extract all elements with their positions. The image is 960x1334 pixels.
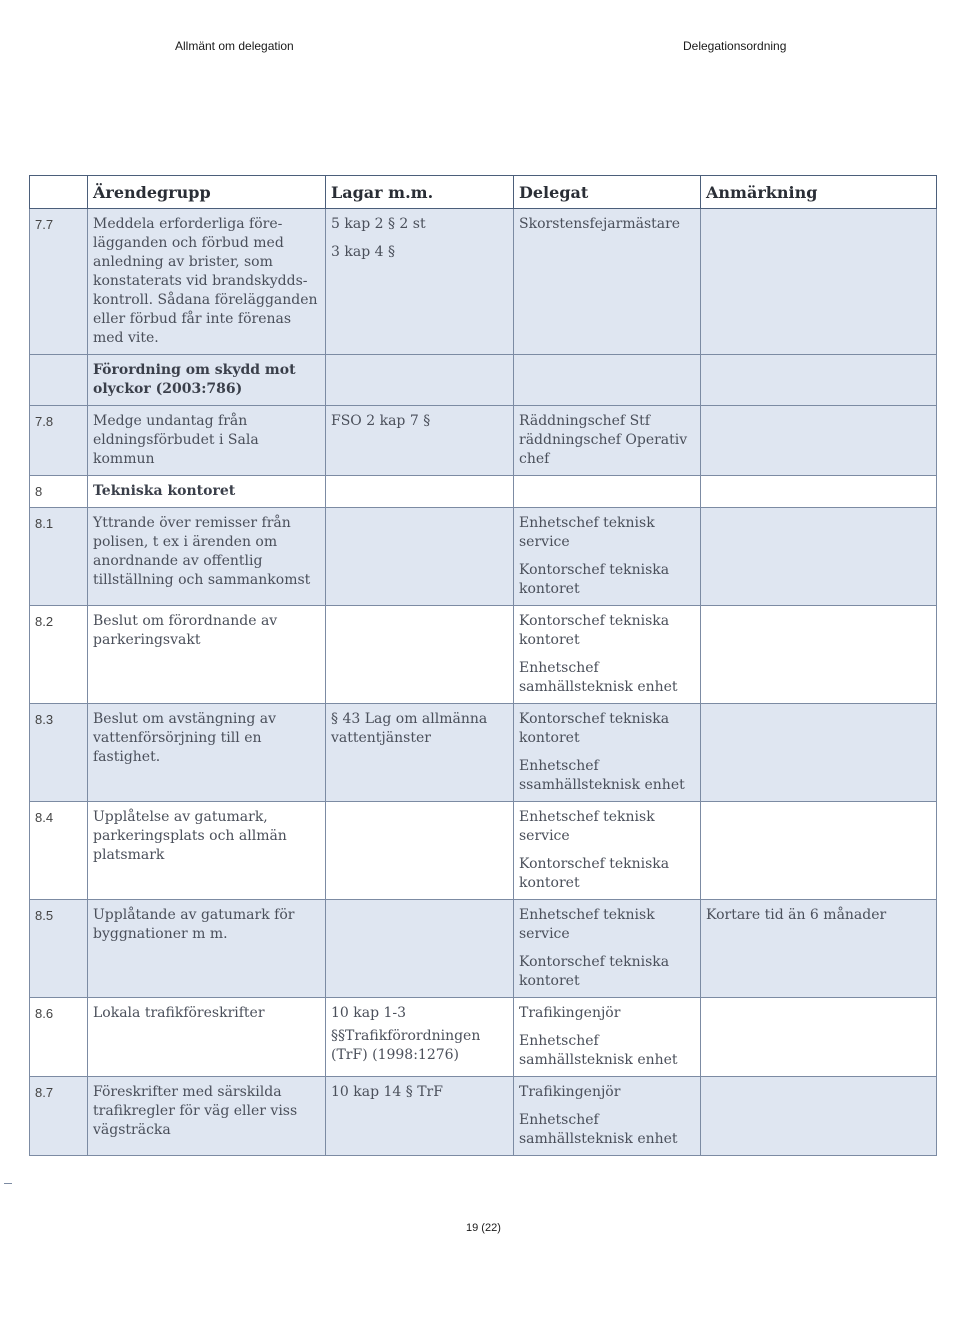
row-delegat bbox=[514, 355, 701, 406]
table-row bbox=[30, 704, 937, 802]
row-lagar bbox=[326, 606, 514, 704]
table-row bbox=[30, 998, 937, 1077]
row-lagar: FSO 2 kap 7 § bbox=[326, 406, 514, 476]
row-lagar bbox=[326, 476, 514, 508]
row-number: 8.4 bbox=[30, 802, 88, 900]
table-row bbox=[30, 900, 937, 998]
delegat-line: Enhetschef teknisk service bbox=[519, 809, 655, 844]
row-arendegrupp: Beslut om avstängning av vattenförsörjning till en fastighet. bbox=[88, 704, 326, 802]
column-header-anmarkning: Anmärkning bbox=[701, 176, 937, 209]
row-arendegrupp: Upplåtelse av gatumark, parkeringsplats och allmän platsmark bbox=[88, 802, 326, 900]
row-lagar bbox=[326, 998, 514, 1077]
delegat-line: Enhetschef teknisk service bbox=[519, 515, 655, 550]
row-anmarkning bbox=[701, 802, 937, 900]
row-anmarkning bbox=[701, 355, 937, 406]
row-arendegrupp: Yttrande över remisser från polisen, t ex i ärenden om anordnande av offentlig tillställning och sammankomst bbox=[88, 508, 326, 606]
delegat-line: Enhetschef samhällsteknisk enhet bbox=[519, 660, 678, 695]
row-lagar: § 43 Lag om allmänna vattentjänster bbox=[326, 704, 514, 802]
lagar-line: 10 kap 1-3 bbox=[331, 1005, 407, 1021]
delegat-line: Enhetschef samhällsteknisk enhet bbox=[519, 1112, 678, 1147]
table-header-row bbox=[30, 176, 937, 209]
table-row bbox=[30, 355, 937, 406]
table-row bbox=[30, 1077, 937, 1156]
delegat-line: Trafikingenjör bbox=[519, 1005, 621, 1021]
row-delegat bbox=[514, 476, 701, 508]
row-delegat bbox=[514, 802, 701, 900]
row-arendegrupp: Upplåtande av gatumark för byggnationer m m. bbox=[88, 900, 326, 998]
lagar-line: 3 kap 4 § bbox=[331, 244, 395, 260]
row-number: 7.8 bbox=[30, 406, 88, 476]
row-anmarkning: Kortare tid än 6 månader bbox=[701, 900, 937, 998]
row-number: 8.2 bbox=[30, 606, 88, 704]
column-header-number bbox=[30, 176, 88, 209]
table-row bbox=[30, 406, 937, 476]
page-number: 19 (22) bbox=[466, 1222, 501, 1234]
row-number: 8.7 bbox=[30, 1077, 88, 1156]
row-anmarkning bbox=[701, 606, 937, 704]
delegat-line: Kontorschef tekniska kontoret bbox=[519, 613, 670, 648]
row-anmarkning bbox=[701, 406, 937, 476]
table-row bbox=[30, 476, 937, 508]
row-delegat bbox=[514, 704, 701, 802]
row-anmarkning bbox=[701, 1077, 937, 1156]
row-delegat bbox=[514, 606, 701, 704]
lagar-line: §§Trafikförordningen (TrF) (1998:1276) bbox=[331, 1028, 481, 1063]
row-anmarkning bbox=[701, 476, 937, 508]
delegat-line: Kontorschef tekniska kontoret bbox=[519, 954, 670, 989]
row-anmarkning bbox=[701, 998, 937, 1077]
table-row bbox=[30, 508, 937, 606]
row-anmarkning bbox=[701, 704, 937, 802]
row-anmarkning bbox=[701, 209, 937, 355]
row-lagar bbox=[326, 355, 514, 406]
row-lagar bbox=[326, 900, 514, 998]
delegat-line: Kontorschef tekniska kontoret bbox=[519, 711, 670, 746]
delegation-table-container bbox=[29, 175, 937, 1156]
row-delegat bbox=[514, 900, 701, 998]
row-number: 8.6 bbox=[30, 998, 88, 1077]
table-row bbox=[30, 802, 937, 900]
row-delegat: Räddningschef Stf räddningschef Operativ chef bbox=[514, 406, 701, 476]
row-number: 8.3 bbox=[30, 704, 88, 802]
row-arendegrupp: Förordning om skydd mot olyckor (2003:786) bbox=[88, 355, 326, 406]
row-delegat bbox=[514, 508, 701, 606]
delegation-table bbox=[29, 175, 937, 1156]
row-lagar bbox=[326, 802, 514, 900]
column-header-lagar: Lagar m.m. bbox=[326, 176, 514, 209]
row-number: 8.1 bbox=[30, 508, 88, 606]
delegat-line: Enhetschef ssamhällsteknisk enhet bbox=[519, 758, 685, 793]
row-arendegrupp: Medge undantag från eldningsförbudet i Sala kommun bbox=[88, 406, 326, 476]
row-arendegrupp: Lokala trafikföreskrifter bbox=[88, 998, 326, 1077]
row-anmarkning bbox=[701, 508, 937, 606]
row-number: 8 bbox=[30, 476, 88, 508]
row-lagar bbox=[326, 508, 514, 606]
column-header-delegat: Delegat bbox=[514, 176, 701, 209]
row-number bbox=[30, 355, 88, 406]
row-lagar: 10 kap 14 § TrF bbox=[326, 1077, 514, 1156]
header-document-title: Delegationsordning bbox=[683, 39, 787, 53]
margin-mark bbox=[4, 1183, 12, 1184]
delegat-line: Trafikingenjör bbox=[519, 1084, 621, 1100]
table-row bbox=[30, 606, 937, 704]
delegat-line: Enhetschef samhällsteknisk enhet bbox=[519, 1033, 678, 1068]
row-number: 8.5 bbox=[30, 900, 88, 998]
row-arendegrupp: Tekniska kontoret bbox=[88, 476, 326, 508]
lagar-line: 5 kap 2 § 2 st bbox=[331, 216, 426, 232]
table-row bbox=[30, 209, 937, 355]
row-arendegrupp: Beslut om förordnande av parkeringsvakt bbox=[88, 606, 326, 704]
row-delegat: Skorstensfejarmästare bbox=[514, 209, 701, 355]
row-number: 7.7 bbox=[30, 209, 88, 355]
row-arendegrupp: Meddela erforderliga före-lägganden och förbud med anledning av brister, som konstaterats vid brandskydds-kontroll. Sådana förelägganden eller förbud får inte förenas med vite. bbox=[88, 209, 326, 355]
column-header-arendegrupp: Ärendegrupp bbox=[88, 176, 326, 209]
delegat-line: Kontorschef tekniska kontoret bbox=[519, 856, 670, 891]
header-section-title: Allmänt om delegation bbox=[175, 39, 294, 53]
row-delegat bbox=[514, 1077, 701, 1156]
delegat-line: Kontorschef tekniska kontoret bbox=[519, 562, 670, 597]
row-delegat bbox=[514, 998, 701, 1077]
delegat-line: Enhetschef teknisk service bbox=[519, 907, 655, 942]
row-lagar bbox=[326, 209, 514, 355]
row-arendegrupp: Föreskrifter med särskilda trafikregler för väg eller viss vägsträcka bbox=[88, 1077, 326, 1156]
